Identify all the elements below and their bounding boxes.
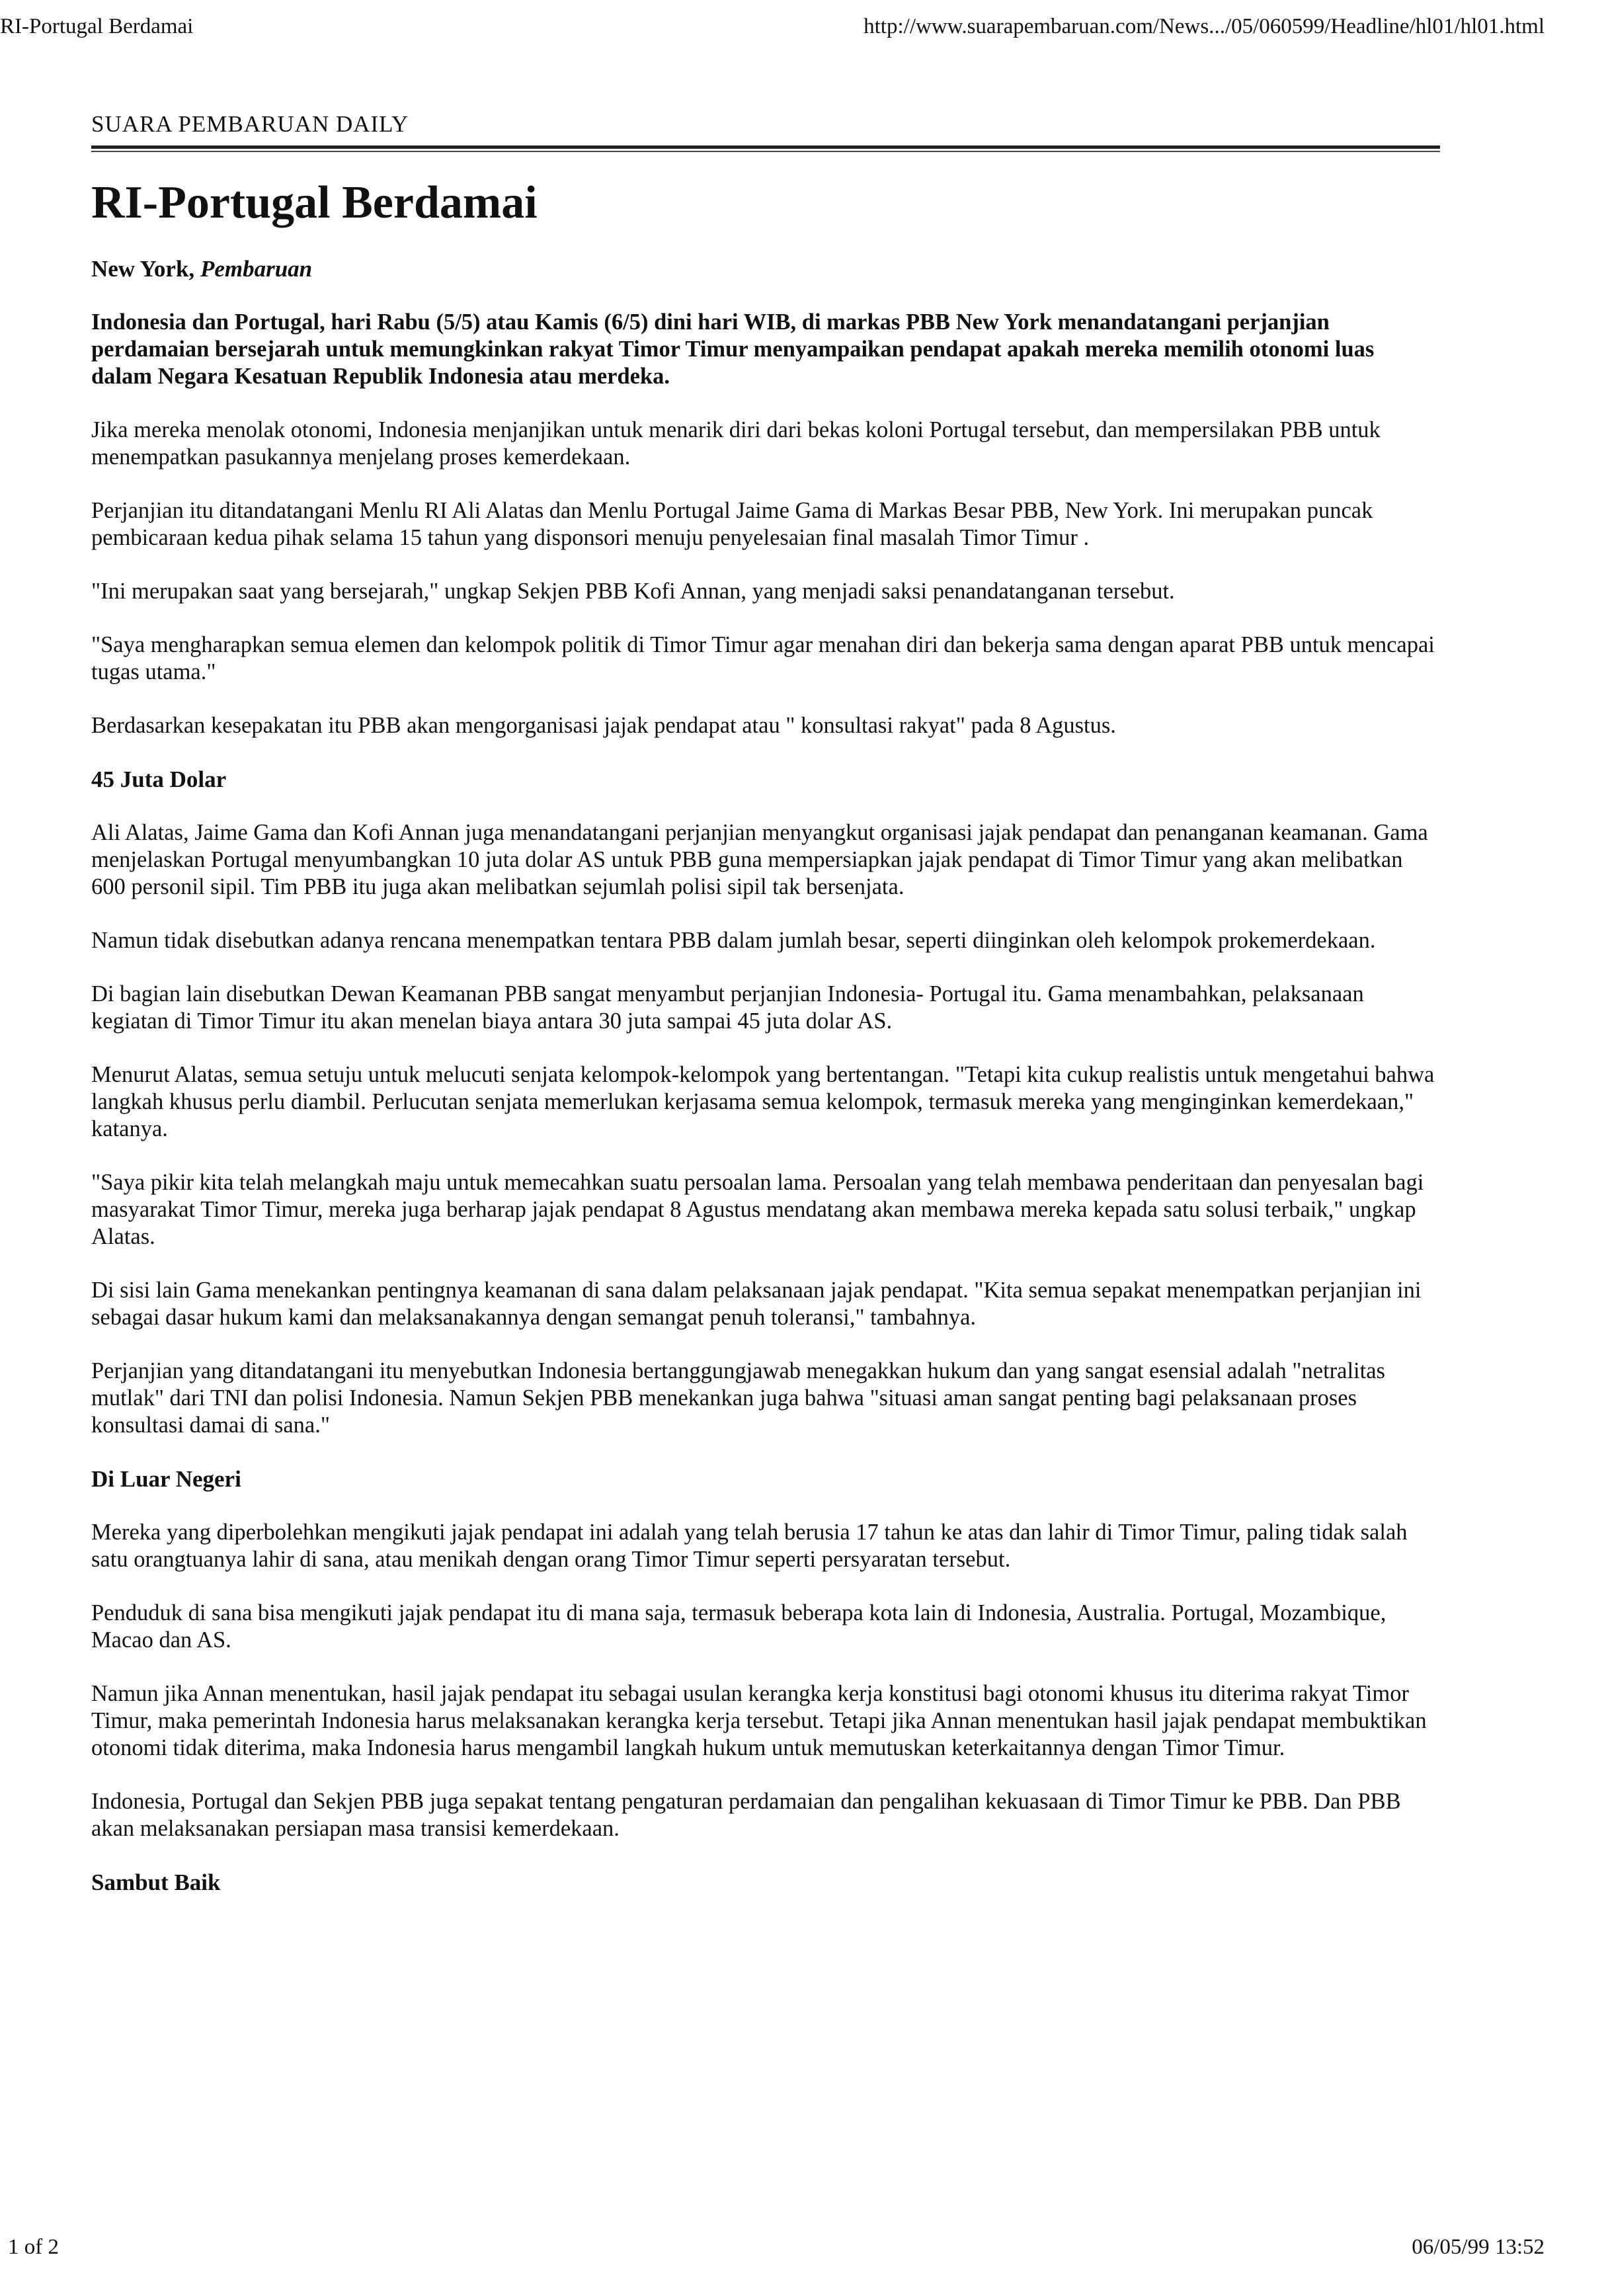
paragraph: "Ini merupakan saat yang bersejarah," ungkap Sekjen PBB Kofi Annan, yang menjadi saksi penandatanganan tersebut.	[91, 579, 1175, 604]
print-timestamp: 06/05/99 13:52	[1412, 2235, 1545, 2259]
subheading-di-luar-negeri: Di Luar Negeri	[91, 1466, 241, 1492]
article-headline: RI-Portugal Berdamai	[91, 177, 538, 228]
browser-page-title: RI-Portugal Berdamai	[0, 15, 194, 38]
lead-paragraph: Indonesia dan Portugal, hari Rabu (5/5) atau Kamis (6/5) dini hari WIB, di markas PBB New York menandatangani perjanjian perdamaian bersejarah untuk memungkinkan rakyat Timor Timur menyampaikan pendapat apakah mereka memilih otonomi luas dalam Negara Kesatuan Republik Indonesia atau merdeka.	[91, 309, 1375, 389]
paragraph: Penduduk di sana bisa mengikuti jajak pendapat itu di mana saja, termasuk beberapa kota lain di Indonesia, Australia. Portugal, Mozambique, Macao dan AS.	[91, 1600, 1387, 1653]
article	[91, 111, 1440, 1922]
dateline	[91, 256, 1440, 282]
paragraph: "Saya pikir kita telah melangkah maju untuk memecahkan suatu persoalan lama. Persoalan yang telah membawa penderitaan dan penyesalan bagi masyarakat Timor Timur, mereka juga berharap jajak pendapat 8 Agustus mendatang akan membawa mereka kepada satu solusi terbaik," ungkap Alatas.	[91, 1170, 1424, 1249]
publication-name: SUARA PEMBARUAN DAILY	[91, 111, 409, 137]
paragraph: Namun jika Annan menentukan, hasil jajak pendapat itu sebagai usulan kerangka kerja konstitusi bagi otonomi khusus itu diterima rakyat Timor Timur, maka pemerintah Indonesia harus melaksanakan kerangka kerja tersebut. Tetapi jika Annan menentukan hasil jajak pendapat membuktikan otonomi tidak diterima, maka Indonesia harus mengambil langkah hukum untuk memutuskan keterkaitannya dengan Timor Timur.	[91, 1681, 1427, 1760]
subheading-45-juta-dolar: 45 Juta Dolar	[91, 766, 227, 792]
paragraph: Ali Alatas, Jaime Gama dan Kofi Annan juga menandatangani perjanjian menyangkut organisasi jajak pendapat dan penanganan keamanan. Gama menjelaskan Portugal menyumbangkan 10 juta dolar AS untuk PBB guna mempersiapkan jajak pendapat di Timor Timur yang akan melibatkan 600 personil sipil. Tim PBB itu juga akan melibatkan sejumlah polisi sipil tak bersenjata.	[91, 820, 1428, 899]
paragraph: Jika mereka menolak otonomi, Indonesia menjanjikan untuk menarik diri dari bekas koloni Portugal tersebut, dan mempersilakan PBB untuk menempatkan pasukannya menjelang proses kemerdekaan.	[91, 417, 1381, 470]
header-rule	[91, 145, 1440, 152]
paragraph: Namun tidak disebutkan adanya rencana menempatkan tentara PBB dalam jumlah besar, seperti diinginkan oleh kelompok prokemerdekaan.	[91, 928, 1376, 953]
paragraph: Di sisi lain Gama menekankan pentingnya keamanan di sana dalam pelaksanaan jajak pendapat. "Kita semua sepakat menempatkan perjanjian ini sebagai dasar hukum kami dan melaksanakannya dengan semangat penuh toleransi," tambahnya.	[91, 1278, 1422, 1330]
paragraph: Berdasarkan kesepakatan itu PBB akan mengorganisasi jajak pendapat atau " konsultasi rakyat" pada 8 Agustus.	[91, 713, 1116, 738]
browser-page-url: http://www.suarapembaruan.com/News.../05/060599/Headline/hl01/hl01.html	[864, 15, 1545, 38]
page-number: 1 of 2	[8, 2235, 59, 2259]
paragraph: Di bagian lain disebutkan Dewan Keamanan PBB sangat menyambut perjanjian Indonesia- Portugal itu. Gama menambahkan, pelaksanaan kegiatan di Timor Timur itu akan menelan biaya antara 30 juta sampai 45 juta dolar AS.	[91, 981, 1364, 1034]
paragraph: Perjanjian yang ditandatangani itu menyebutkan Indonesia bertanggungjawab menegakkan hukum dan yang sangat esensial adalah "netralitas mutlak" dari TNI dan polisi Indonesia. Namun Sekjen PBB menekankan juga bahwa "situasi aman sangat penting bagi pelaksanaan proses konsultasi damai di sana."	[91, 1358, 1385, 1438]
dateline-source: Pembaruan	[200, 256, 313, 282]
dateline-place: New York,	[91, 256, 195, 282]
paragraph: Indonesia, Portugal dan Sekjen PBB juga sepakat tentang pengaturan perdamaian dan pengalihan kekuasaan di Timor Timur ke PBB. Dan PBB akan melaksanakan persiapan masa transisi kemerdekaan.	[91, 1789, 1401, 1841]
paragraph: Mereka yang diperbolehkan mengikuti jajak pendapat ini adalah yang telah berusia 17 tahun ke atas dan lahir di Timor Timur, paling tidak salah satu orangtuanya lahir di sana, atau menikah dengan orang Timor Timur seperti persyaratan tersebut.	[91, 1520, 1408, 1572]
paragraph: "Saya mengharapkan semua elemen dan kelompok politik di Timor Timur agar menahan diri dan bekerja sama dengan aparat PBB untuk mencapai tugas utama."	[91, 632, 1435, 684]
paragraph: Menurut Alatas, semua setuju untuk melucuti senjata kelompok-kelompok yang bertentangan. "Tetapi kita cukup realistis untuk mengetahui bahwa langkah khusus perlu diambil. Perlucutan senjata memerlukan kerjasama semua kelompok, termasuk mereka yang menginginkan kemerdekaan," katanya.	[91, 1062, 1435, 1141]
subheading-sambut-baik: Sambut Baik	[91, 1869, 221, 1895]
paragraph: Perjanjian itu ditandatangani Menlu RI Ali Alatas dan Menlu Portugal Jaime Gama di Markas Besar PBB, New York. Ini merupakan puncak pembicaraan kedua pihak selama 15 tahun yang disponsori menuju penyelesaian final masalah Timor Timur .	[91, 498, 1373, 550]
